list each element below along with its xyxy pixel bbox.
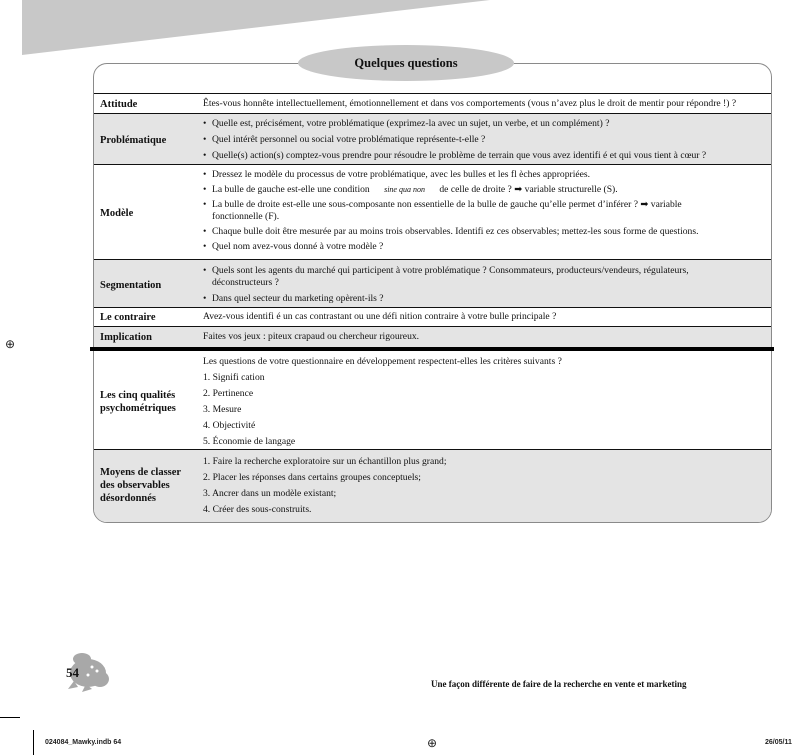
row-label	[100, 389, 176, 415]
label-line: psychométriques	[100, 403, 176, 414]
page-number: 54	[66, 665, 79, 680]
row-text: Êtes-vous honnête intellectuellement, émotionnellement et dans vos comportements (vous n’avez plus le droit de mentir pour répondre !) ?	[203, 98, 737, 109]
label-line: Moyens de classer	[100, 467, 182, 478]
slug-filename: 024084_Mawky.indb 64	[45, 739, 122, 746]
label-line: des observables	[100, 480, 170, 491]
latin-phrase: sine qua non	[384, 185, 425, 194]
row-segmentation	[94, 259, 772, 307]
registration-mark-icon: ⊕	[5, 337, 16, 351]
crop-mark	[0, 717, 20, 718]
row-contraire	[94, 307, 772, 326]
intro-text: Les questions de votre questionnaire en développement respectent-elles les critères suivants ?	[203, 356, 562, 367]
list-item: 2. Placer les réponses dans certains groupes conceptuels;	[203, 472, 421, 483]
row-text: Avez-vous identifi é un cas contrastant ou une défi nition contraire à votre bulle principale ?	[203, 311, 557, 322]
list-item: • Dans quel secteur du marketing opèrent-ils ?	[203, 293, 767, 305]
list-item: 1. Faire la recherche exploratoire sur un échantillon plus grand;	[203, 456, 447, 467]
item-text: de celle de droite ? ➡ variable structurelle (S).	[439, 184, 618, 195]
list-item: • Chaque bulle doit être mesurée par au moins trois observables. Identifi ez ces observables; mettez-les sous forme de questions.	[203, 226, 767, 238]
questions-table	[93, 63, 772, 523]
row-problematique	[94, 113, 772, 164]
list-item: 4. Créer des sous-construits.	[203, 504, 312, 515]
list-item: • Dressez le modèle du processus de votre problématique, avec les bulles et les fl èches appropriées.	[203, 169, 767, 181]
list-item: • Quelle(s) action(s) comptez-vous prendre pour résoudre le problème de terrain que vous avez identifi é et qui vous tient à cœur ?	[203, 150, 767, 162]
registration-mark-icon: ⊕	[427, 736, 438, 750]
row-label: Attitude	[100, 99, 138, 110]
list-item	[203, 265, 767, 289]
thick-divider	[90, 347, 774, 351]
running-title: Une façon différente de faire de la recherche en vente et marketing	[431, 679, 687, 689]
row-label: Modèle	[100, 208, 134, 219]
label-line: Les cinq qualités	[100, 390, 176, 401]
list-item: 3. Ancrer dans un modèle existant;	[203, 488, 337, 499]
item-text: déconstructeurs ?	[212, 277, 279, 288]
list-item: 4. Objectivité	[203, 420, 256, 431]
row-label	[100, 466, 181, 505]
list-item: 3. Mesure	[203, 404, 242, 415]
item-text: • La bulle de droite est-elle une sous-composante non essentielle de la bulle de gauche qu’elle permet d’inférer ? ➡ variable	[212, 199, 682, 210]
row-moyens	[94, 449, 772, 523]
row-attitude	[94, 93, 772, 113]
list-item	[203, 199, 767, 223]
list-item: • Quel nom avez-vous donné à votre modèle ?	[203, 241, 767, 253]
row-label: Implication	[100, 332, 152, 343]
row-label: Problématique	[100, 135, 167, 146]
item-text: • Quels sont les agents du marché qui participent à votre problématique ? Consommateurs, producteurs/vendeurs, régulateurs,	[212, 265, 689, 276]
row-modele	[94, 164, 772, 259]
section-title: Quelques questions	[298, 45, 514, 81]
row-cinq-qualites	[94, 350, 772, 449]
list-item: 2. Pertinence	[203, 388, 254, 399]
list-item: 1. Signifi cation	[203, 372, 265, 383]
list-item: • Quel intérêt personnel ou social votre problématique représente-t-elle ?	[203, 134, 767, 146]
list-item: 5. Économie de langage	[203, 436, 296, 447]
label-line: désordonnés	[100, 493, 157, 504]
item-text: fonctionnelle (F).	[212, 211, 280, 222]
row-label: Segmentation	[100, 280, 162, 291]
list-item: • Quelle est, précisément, votre problématique (exprimez-la avec un sujet, un verbe, et un complément) ?	[203, 118, 767, 130]
list-item	[203, 184, 767, 196]
item-text: La bulle de gauche est-elle une condition	[212, 184, 370, 195]
row-implication	[94, 326, 772, 348]
row-text: Faites vos jeux : piteux crapaud ou chercheur rigoureux.	[203, 331, 420, 342]
row-label: Le contraire	[100, 312, 156, 323]
crop-mark	[33, 730, 34, 755]
slug-date: 26/05/11	[765, 739, 792, 746]
